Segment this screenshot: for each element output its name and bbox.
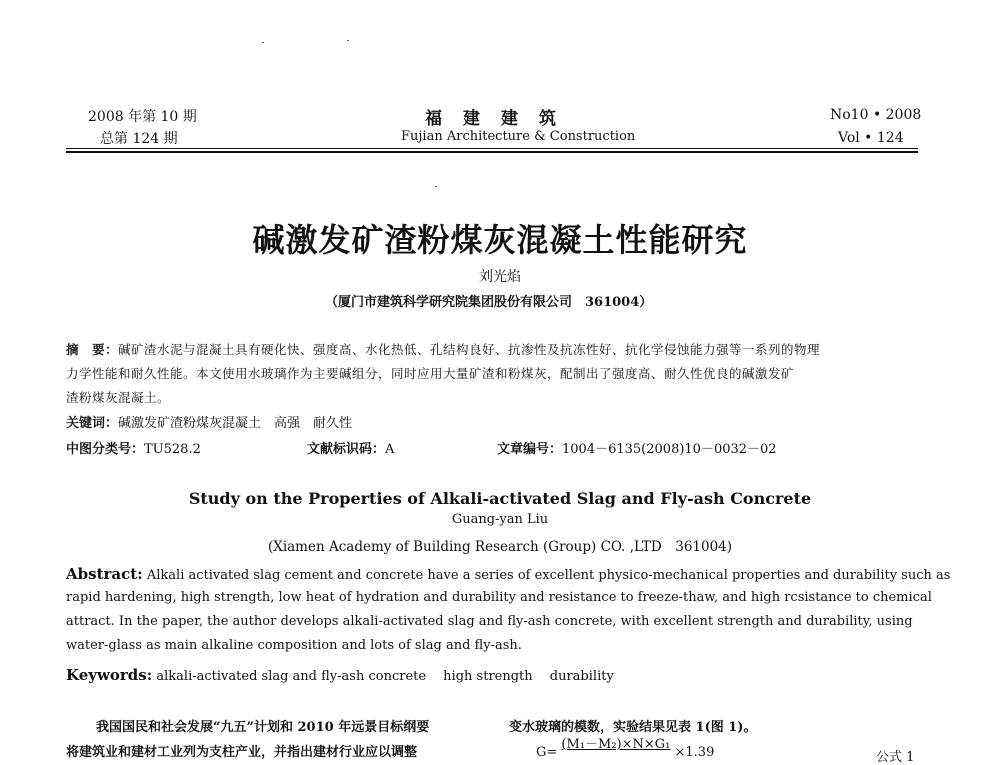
clc-number: 中图分类号：TU528.2	[66, 442, 201, 457]
document-code: 文献标识码：A	[307, 442, 395, 457]
header-rule	[66, 151, 918, 153]
article-title-en: Study on the Properties of Alkali-activated Slag and Fly-ash Concrete	[188, 489, 812, 508]
scan-speck	[435, 186, 437, 187]
abstract-cn-line: 力学性能和耐久性能。本文使用水玻璃作为主要碱组分，同时应用大量矿渣和粉煤灰，配制出了强度高、耐久性优良的碱激发矿	[66, 366, 795, 381]
formula-tag: 公式 1	[876, 750, 915, 765]
formula-1	[536, 737, 715, 760]
scan-speck	[262, 42, 264, 43]
abstract-cn-label: 摘 要：	[66, 342, 119, 357]
scan-speck	[347, 40, 349, 41]
keywords-en-label: Keywords:	[66, 666, 153, 684]
abstract-cn-line: 摘 要：碱矿渣水泥与混凝土具有硬化快、强度高、水化热低、孔结构良好、抗渗性及抗冻性好、抗化学侵蚀能力强等一系列的物理	[66, 342, 821, 357]
volume-en: Vol • 124	[838, 130, 904, 146]
keywords-en	[66, 665, 614, 684]
keywords-cn-value: 碱激发矿渣粉煤灰混凝土 高强 耐久性	[118, 416, 353, 431]
affiliation-cn: （厦门市建筑科学研究院集团股份有限公司 361004）	[325, 295, 653, 310]
total-issue-cn: 总第 124 期	[100, 131, 178, 147]
body-left-line: 我国国民和社会发展“九五”计划和 2010 年远景目标纲要	[96, 720, 430, 735]
abstract-en-label: Abstract:	[66, 565, 143, 583]
journal-title-en: Fujian Architecture & Construction	[401, 129, 636, 144]
affiliation-en: (Xiamen Academy of Building Research (Group) CO. ,LTD 361004)	[267, 539, 733, 555]
article-number: 文章编号：1004－6135(2008)10－0032－02	[497, 442, 777, 457]
keywords-en-value: alkali-activated slag and fly-ash concrete high strength durability	[152, 669, 614, 684]
author-en: Guang-yan Liu	[451, 512, 549, 527]
article-title-cn: 碱激发矿渣粉煤灰混凝土性能研究	[252, 221, 748, 259]
formula-lhs: G=	[536, 745, 558, 760]
abstract-en-line: water-glass as main alkaline composition and lots of slag and fly-ash.	[66, 638, 522, 653]
issue-cn: 2008 年第 10 期	[88, 109, 197, 125]
formula-rhs: ×1.39	[674, 745, 715, 760]
abstract-en-line: Abstract: Alkali activated slag cement and concrete have a series of excellent physico-mechanical properties and durability such as	[66, 565, 951, 583]
keywords-cn	[66, 412, 352, 431]
body-right-line: 变水玻璃的模数，实验结果见表 1(图 1)。	[509, 720, 757, 735]
abstract-en-line: rapid hardening, high strength, low heat of hydration and durability and resistance to freeze-thaw, and high rcsistance to chemical	[66, 590, 932, 605]
author-cn: 刘光焰	[479, 269, 521, 285]
keywords-cn-label: 关键词：	[66, 416, 119, 431]
header-rule	[66, 148, 918, 149]
abstract-cn-line: 渣粉煤灰混凝土。	[66, 390, 171, 405]
journal-title-cn: 福 建 建 筑	[425, 109, 558, 129]
issue-en: No10 • 2008	[830, 107, 922, 123]
body-left-line: 将建筑业和建材工业列为支柱产业，并指出建材行业应以调整	[66, 745, 418, 760]
abstract-en-line: attract. In the paper, the author develops alkali-activated slag and fly-ash concrete, with excellent strength and durability, using	[66, 614, 913, 629]
formula-numerator: (M₁－M₂)×N×G₁	[561, 737, 671, 752]
